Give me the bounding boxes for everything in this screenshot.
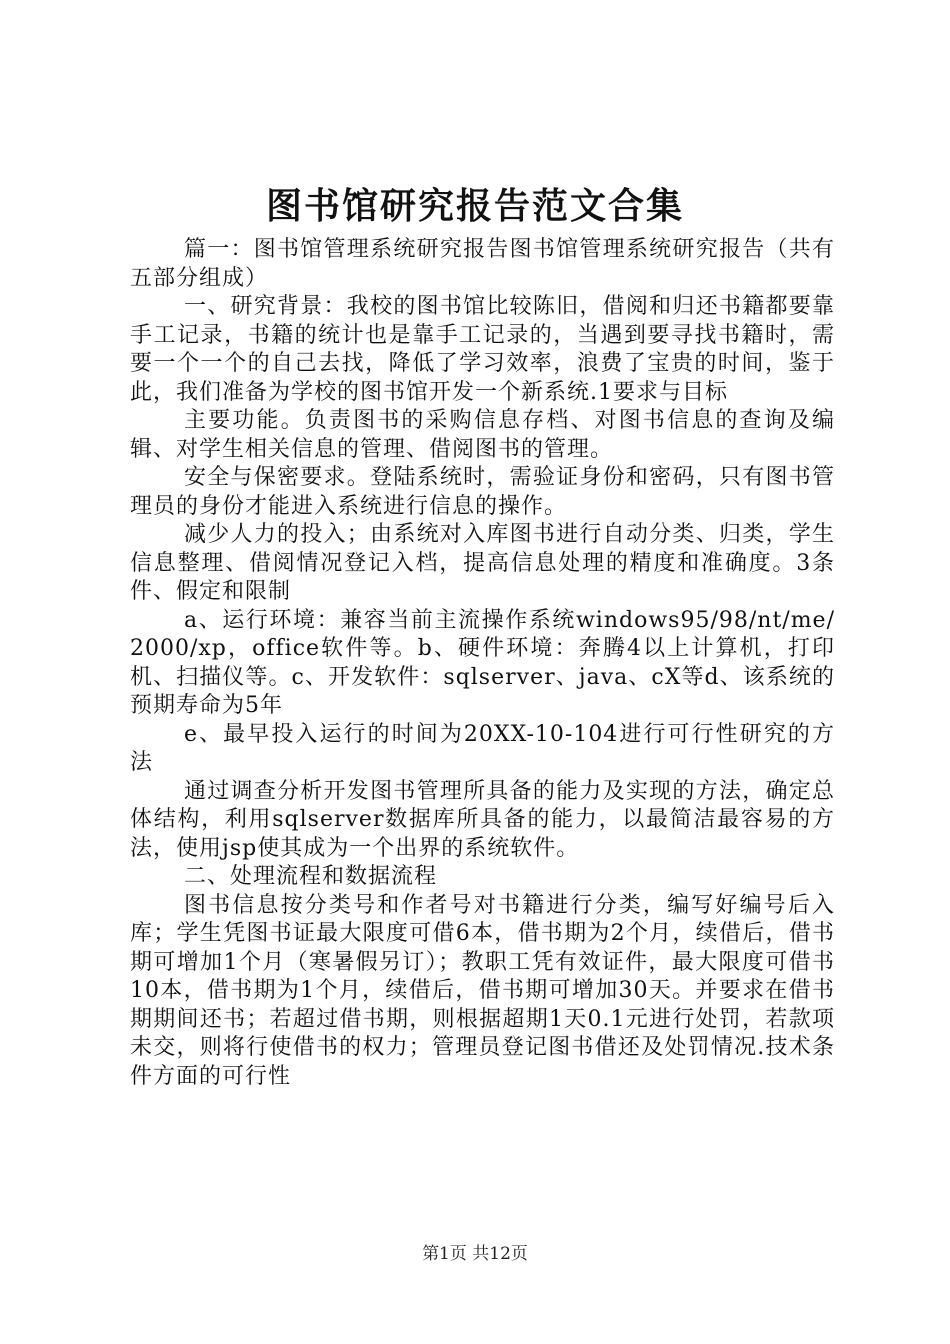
document-title: 图书馆研究报告范文合集: [265, 185, 684, 227]
paragraph-launch-time: e、最早投入运行的时间为20XX-10-104进行可行性研究的方法: [130, 721, 835, 775]
page-footer: 第1页 共12页: [422, 1244, 528, 1264]
paragraph-intro: 篇一：图书馆管理系统研究报告图书馆管理系统研究报告（共有五部分组成）: [130, 237, 835, 291]
paragraph-main-functions: 主要功能。负责图书的采购信息存档、对图书信息的查询及编辑、对学生相关信息的管理、借阅图书的管理。: [130, 408, 835, 462]
paragraph-process-flow: 图书信息按分类号和作者号对书籍进行分类，编写好编号后入库；学生凭图书证最大限度可借6本，借书期为2个月，续借后，借书期可增加1个月（寒暑假另订）；教职工凭有效证件，最大限度可借书10本，借书期为1个月，续借后，借书期可增加30天。并要求在借书期期间还书；若超过借书期，则根据超期1天0.1元进行处罚，若款项未交，则将行使借书的权力；管理员登记图书借还及处罚情况.技术条件方面的可行性: [130, 892, 835, 1089]
paragraph-environment: a、运行环境：兼容当前主流操作系统windows95/98/nt/me/2000/xp，office软件等。b、硬件环境：奔腾4以上计算机，打印机、扫描仪等。c、开发软件：sqlserver、java、cX等d、该系统的预期寿命为5年: [130, 607, 835, 718]
paragraph-security: 安全与保密要求。登陆系统时，需验证身份和密码，只有图书管理员的身份才能进入系统进行信息的操作。: [130, 465, 835, 519]
paragraph-reduce-labor: 减少人力的投入；由系统对入库图书进行自动分类、归类，学生信息整理、借阅情况登记入档，提高信息处理的精度和准确度。3条件、假定和限制: [130, 522, 835, 604]
paragraph-research-background: 一、研究背景：我校的图书馆比较陈旧，借阅和归还书籍都要靠手工记录，书籍的统计也是靠手工记录的，当遇到要寻找书籍时，需要一个一个的自己去找，降低了学习效率，浪费了宝贵的时间，鉴于此，我们准备为学校的图书馆开发一个新系统.1要求与目标: [130, 294, 835, 405]
paragraph-section-two-heading: 二、处理流程和数据流程: [184, 864, 438, 889]
paragraph-method: 通过调查分析开发图书管理所具备的能力及实现的方法，确定总体结构，利用sqlserver数据库所具备的能力，以最简洁最容易的方法，使用jsp使其成为一个出界的系统软件。: [130, 778, 835, 861]
document-body: [130, 236, 835, 1091]
